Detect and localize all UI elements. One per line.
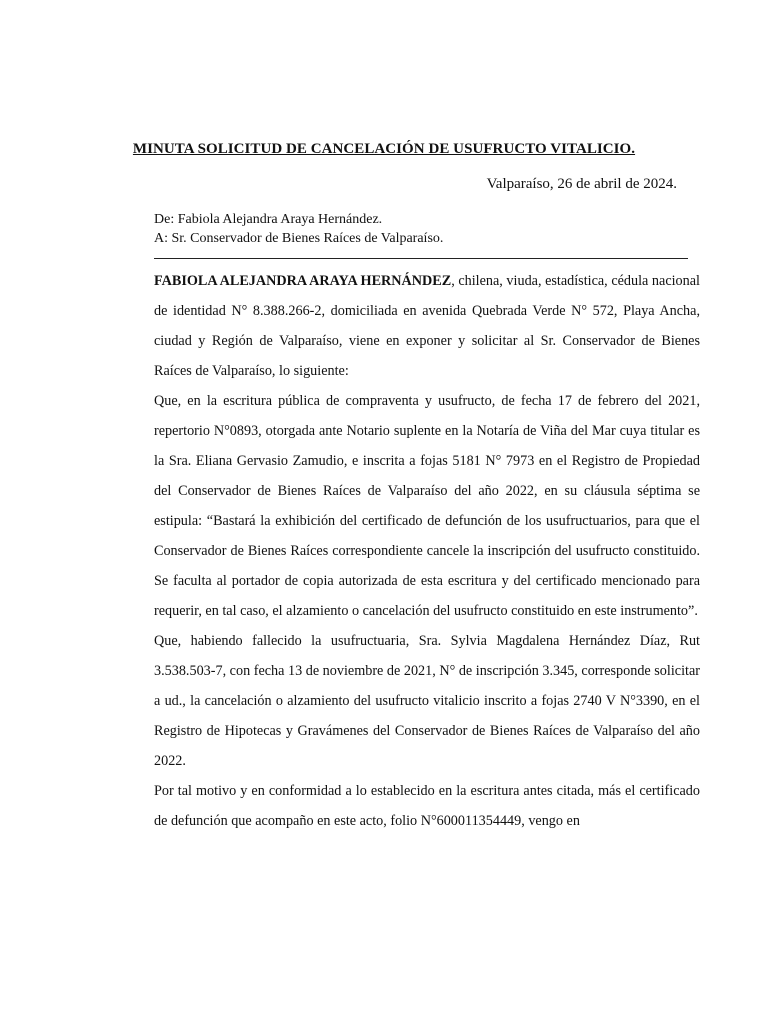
- paragraph-intro-text: , chilena, viuda, estadística, cédula nacional de identidad N° 8.388.266-2, domiciliada en avenida Quebrada Verde N° 572, Playa Ancha, ciudad y Región de Valparaíso, viene en exponer y solicitar al Sr. Conservador de Bienes Raíces de Valparaíso, lo siguiente:: [154, 273, 700, 379]
- address-block: [154, 210, 443, 248]
- from-line: De: Fabiola Alejandra Araya Hernández.: [154, 212, 383, 227]
- paragraph-intro: [154, 266, 700, 386]
- paragraph-request: Por tal motivo y en conformidad a lo establecido en la escritura antes citada, más el certificado de defunción que acompaño en este acto, folio N°600011354449, vengo en: [154, 783, 700, 829]
- requester-name: FABIOLA ALEJANDRA ARAYA HERNÁNDEZ: [154, 273, 452, 289]
- to-line: A: Sr. Conservador de Bienes Raíces de Valparaíso.: [154, 231, 444, 246]
- dateline: Valparaíso, 26 de abril de 2024.: [486, 176, 677, 192]
- paragraph-death: Que, habiendo fallecido la usufructuaria, Sra. Sylvia Magdalena Hernández Díaz, Rut 3.538.503-7, con fecha 13 de noviembre de 2021, N° de inscripción 3.345, corresponde solicitar a ud., la cancelación o alzamiento del usufructo vitalicio inscrito a fojas 2740 V N°3390, en el Registro de Hipotecas y Gravámenes del Conservador de Bienes Raíces de Valparaíso del año 2022.: [154, 633, 700, 769]
- paragraph-deed: Que, en la escritura pública de compraventa y usufructo, de fecha 17 de febrero del 2021, repertorio N°0893, otorgada ante Notario suplente en la Notaría de Viña del Mar cuya titular es la Sra. Eliana Gervasio Zamudio, e inscrita a fojas 5181 N° 7973 en el Registro de Propiedad del Conservador de Bienes Raíces de Valparaíso del año 2022, en su cláusula séptima se estipula: “Bastará la exhibición del certificado de defunción de los usufructuarios, para que el Conservador de Bienes Raíces correspondiente cancele la inscripción del usufructo constituido. Se faculta al portador de copia autorizada de esta escritura y del certificado mencionado para requerir, en tal caso, el alzamiento o cancelación del usufructo constituido en este instrumento”.: [154, 393, 700, 619]
- document-body: [154, 266, 700, 836]
- separator-rule: [154, 258, 688, 259]
- document-title: MINUTA SOLICITUD DE CANCELACIÓN DE USUFRUCTO VITALICIO.: [132, 141, 636, 157]
